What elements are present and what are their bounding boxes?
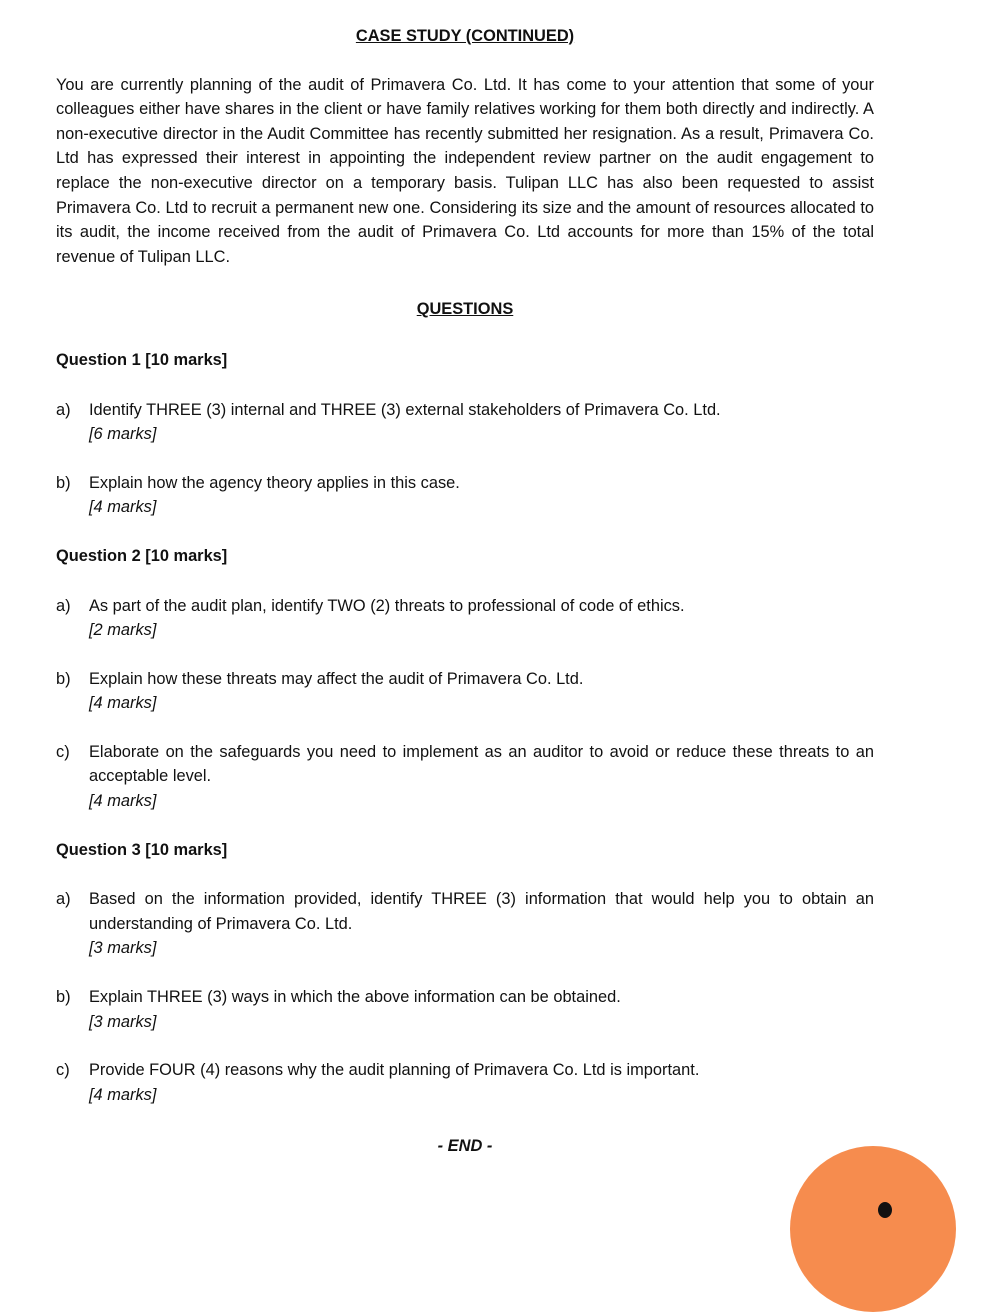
question-2-heading: Question 2 [10 marks] [56,546,228,565]
question-1a-text: Identify THREE (3) internal and THREE (3) external stakeholders of Primavera Co. Ltd. [89,400,721,419]
question-1a-marks: [6 marks] [89,425,157,444]
question-3a-marks: [3 marks] [89,939,157,958]
question-2c-text: Elaborate on the safeguards you need to implement as an auditor to avoid or reduce these threats to an acceptable level. [89,742,874,786]
end-marker: - END - [437,1137,493,1156]
question-3c [56,1058,874,1107]
question-3b [56,985,874,1034]
question-1b [56,471,874,520]
question-3a-letter: a) [56,890,71,909]
question-1a [56,398,874,447]
question-2a [56,594,874,643]
question-3c-letter: c) [56,1061,70,1080]
question-1a-letter: a) [56,400,71,419]
question-3c-marks: [4 marks] [89,1085,157,1104]
question-2a-letter: a) [56,596,71,615]
question-2c [56,740,874,814]
questions-title: QUESTIONS [416,300,514,319]
question-1b-text: Explain how the agency theory applies in this case. [89,473,460,492]
question-1-heading: Question 1 [10 marks] [56,350,228,369]
question-3b-text: Explain THREE (3) ways in which the above information can be obtained. [89,988,621,1007]
case-study-paragraph: You are currently planning of the audit of Primavera Co. Ltd. It has come to your attention that some of your colleagues either have shares in the client or have family relatives working for them both directly and indirectly. A non-executive director in the Audit Committee has recently submitted her resignation. As a result, Primavera Co. Ltd has expressed their interest in appointing the independent review partner on the audit engagement to replace the non-executive director on a temporary basis. Tulipan LLC has also been requested to assist Primavera Co. Ltd to recruit a permanent new one. Considering its size and the amount of resources allocated to its audit, the income received from the audit of Primavera Co. Ltd accounts for more than 15% of the total revenue of Tulipan LLC. [56,75,874,266]
question-2a-text: As part of the audit plan, identify TWO (2) threats to professional of code of ethics. [89,596,685,615]
question-2c-marks: [4 marks] [89,792,157,811]
question-2b-marks: [4 marks] [89,694,157,713]
question-2b-letter: b) [56,669,71,688]
question-2a-marks: [2 marks] [89,621,157,640]
question-2b-text: Explain how these threats may affect the audit of Primavera Co. Ltd. [89,669,584,688]
question-3a [56,887,874,961]
question-3c-text: Provide FOUR (4) reasons why the audit planning of Primavera Co. Ltd is important. [89,1061,700,1080]
question-3b-marks: [3 marks] [89,1012,157,1031]
orange-circle-badge[interactable] [790,1146,956,1312]
document-page [56,24,874,1159]
question-1b-marks: [4 marks] [89,498,157,517]
question-1b-letter: b) [56,473,71,492]
question-2b [56,667,874,716]
case-study-title: CASE STUDY (CONTINUED) [355,27,575,45]
question-3a-text: Based on the information provided, identify THREE (3) information that would help you to obtain an understanding of Primavera Co. Ltd. [89,890,874,933]
question-3b-letter: b) [56,988,71,1007]
question-3-heading: Question 3 [10 marks] [56,840,228,859]
question-2c-letter: c) [56,742,70,761]
